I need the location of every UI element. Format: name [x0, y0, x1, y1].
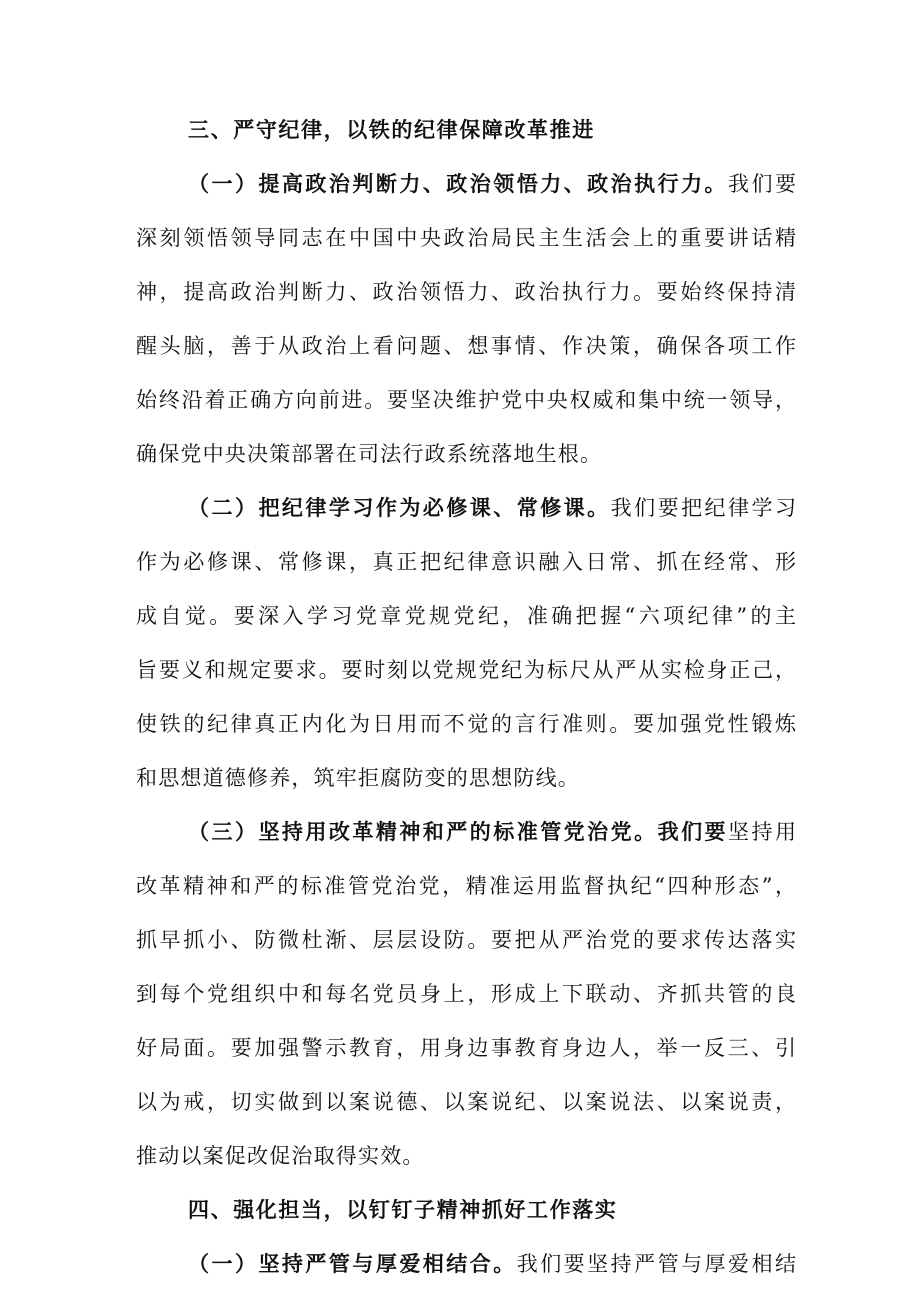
section-3-item-3-lead: （三）坚持用改革精神和严的标准管党治党。我们要 [188, 819, 729, 844]
section-3-item-1-line-1-rest: 我们要 [728, 172, 797, 196]
section-3-item-2-line-1-rest: 我们要把纪律学习 [610, 496, 796, 520]
section-4-item-1-lead: （一）坚持严管与厚爱相结合。 [188, 1251, 517, 1276]
section-3-item-1-line-2: 深刻领悟领导同志在中国中央政治局民主生活会上的重要讲话精 [136, 226, 796, 250]
section-3-item-1-line-6: 确保党中央决策部署在司法行政系统落地生根。 [136, 442, 603, 466]
section-3-item-1-line-3: 神，提高政治判断力、政治领悟力、政治执行力。要始终保持清 [136, 280, 796, 304]
section-4-item-1-first-line [188, 1249, 796, 1279]
section-3-item-2-lead: （二）把纪律学习作为必修课、常修课。 [188, 495, 611, 520]
section-3-item-3-line-3: 抓早抓小、防微杜渐、层层设防。要把从严治党的要求传达落实 [136, 928, 796, 952]
section-3-item-3-line-4: 到每个党组织中和每名党员身上，形成上下联动、齐抓共管的良 [136, 982, 796, 1006]
section-3-item-1-line-5: 始终沿着正确方向前进。要坚决维护党中央权威和集中统一领导， [136, 388, 796, 412]
section-3-item-2-line-2: 作为必修课、常修课，真正把纪律意识融入日常、抓在经常、形 [136, 550, 796, 574]
section-3-item-3-line-6: 以为戒，切实做到以案说德、以案说纪、以案说法、以案说责， [136, 1090, 796, 1114]
section-3-item-3-line-5: 好局面。要加强警示教育，用身边事教育身边人，举一反三、引 [136, 1036, 796, 1060]
section-3-item-2-line-5: 使铁的纪律真正内化为日用而不觉的言行准则。要加强党性锻炼 [136, 712, 796, 736]
section-3-item-3-first-line [188, 817, 796, 847]
section-3-item-3-line-2: 改革精神和严的标准管党治党，精准运用监督执纪“四种形态”， [136, 874, 796, 898]
section-3-item-2-line-3: 成自觉。要深入学习党章党规党纪，准确把握“六项纪律”的主 [136, 604, 796, 628]
section-3-item-2-line-6: 和思想道德修养，筑牢拒腐防变的思想防线。 [136, 766, 580, 790]
section-3-item-3-line-7: 推动以案促改促治取得实效。 [136, 1144, 425, 1168]
section-3-item-1-lead: （一）提高政治判断力、政治领悟力、政治执行力。 [188, 171, 729, 196]
section-3-item-2-line-4: 旨要义和规定要求。要时刻以党规党纪为标尺从严从实检身正己， [136, 658, 796, 682]
section-3-heading: 三、严守纪律，以铁的纪律保障改革推进 [188, 117, 595, 142]
section-3-item-1-first-line [188, 169, 796, 199]
section-3-item-2-first-line [188, 493, 796, 523]
section-4-heading: 四、强化担当，以钉钉子精神抓好工作落实 [188, 1197, 618, 1222]
section-4-item-1-line-1-rest: 我们要坚持严管与厚爱相结 [516, 1252, 796, 1276]
section-3-item-1-line-4: 醒头脑，善于从政治上看问题、想事情、作决策，确保各项工作 [136, 334, 796, 358]
section-3-item-3-line-1-rest: 坚持用 [728, 820, 797, 844]
